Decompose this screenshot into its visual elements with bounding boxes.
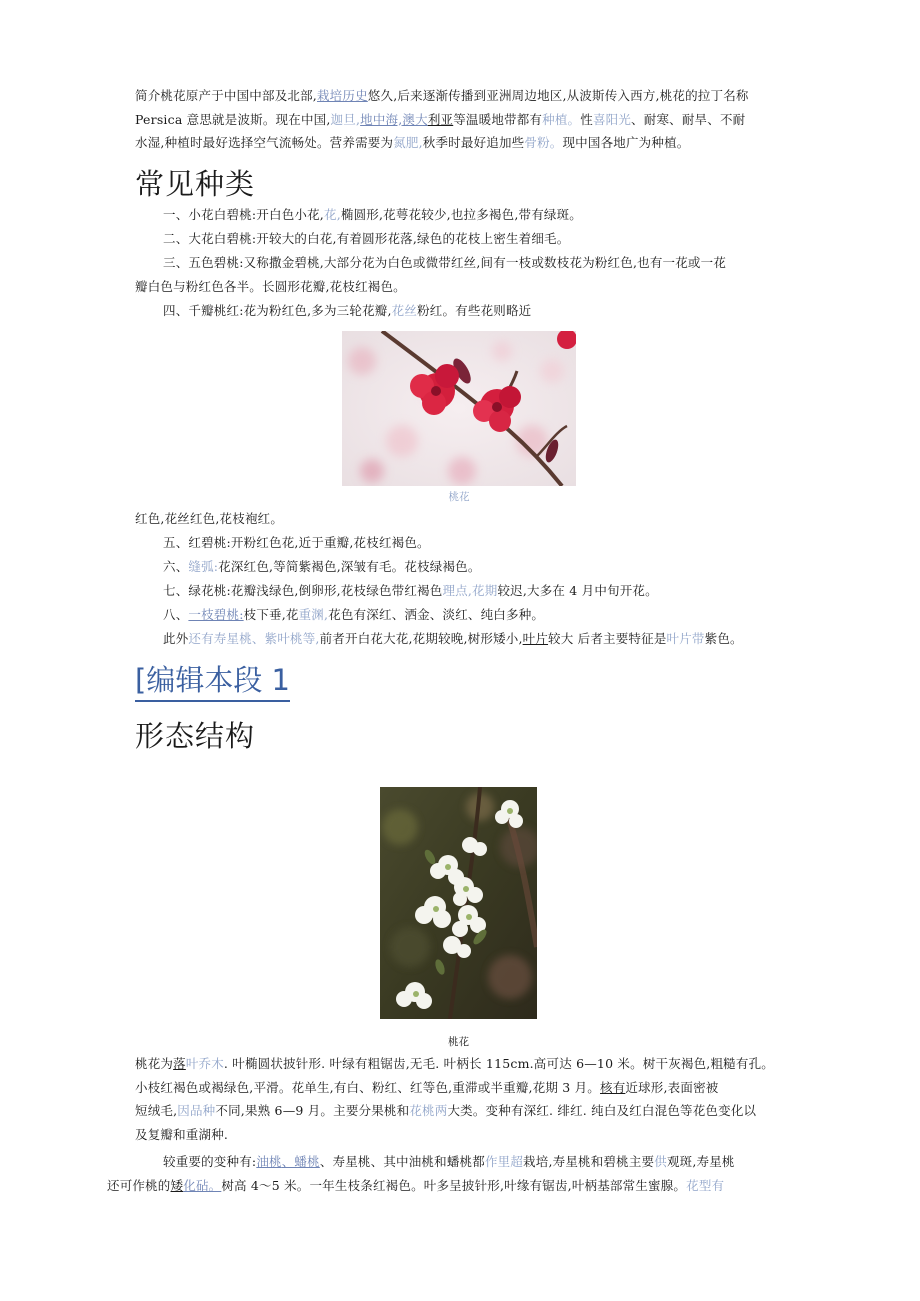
- text: 此外: [163, 631, 189, 646]
- morphology-paragraph-2: [107, 1150, 800, 1197]
- link-fruit-tree[interactable]: 作里超: [484, 1154, 524, 1169]
- text: 瓣白色与粉红色各半。长圆形花瓣,花枝红褐色。: [135, 278, 406, 294]
- text: 现中国各地广为种植。: [562, 135, 690, 150]
- text: 、耐寒、耐旱、不耐: [631, 111, 746, 127]
- text: 大类。变种有深红. 绯红. 纯白及红白混色等花色变化以: [447, 1103, 757, 1118]
- text: 小枝红褐色或褐绿色,平滑。花单生,有白、粉红、红等色,重滞或半重瓣,花期 3 月。: [135, 1079, 600, 1095]
- variety-item-4-continued: 红色,花丝红色,花枝袍红。: [135, 511, 284, 526]
- link-variety[interactable]: 因品种: [177, 1103, 216, 1118]
- variety-item-1: [135, 203, 795, 227]
- text: 较大 后者主要特征是: [548, 631, 667, 646]
- text: 落: [173, 1056, 186, 1071]
- text: 较重要的变种有:: [163, 1154, 257, 1169]
- link-double-petal[interactable]: 重渊,: [298, 607, 329, 622]
- link-australia[interactable]: 澳大: [402, 111, 428, 127]
- text: 观斑,寿星桃: [666, 1154, 735, 1169]
- text: 短绒毛,: [135, 1103, 178, 1118]
- peach-blossom-red-image: [342, 331, 576, 486]
- text: 叶片: [522, 631, 549, 646]
- edit-section-link[interactable]: [编辑本段 1: [135, 658, 290, 702]
- text: 、寿星桃、其中油桃和蟠桃都: [319, 1154, 485, 1169]
- text: 八、: [163, 607, 189, 622]
- morphology-paragraph-1: [135, 1052, 800, 1146]
- link-flower[interactable]: 花,: [324, 207, 341, 222]
- text: 粉红。有些花则略近: [417, 303, 532, 318]
- text: 六、: [163, 559, 189, 574]
- text: 栽培,寿星桃和碧桃主要: [523, 1154, 655, 1169]
- figure-caption: 桃花: [448, 491, 470, 503]
- link-variety-6[interactable]: 缝弧:: [188, 559, 219, 574]
- text: 前者开白花大花,花期较晚,树形矮小,: [319, 631, 523, 646]
- text: 四、千瓣桃红:花为粉红色,多为三轮花瓣,: [163, 303, 392, 318]
- text: 水湿,种植时最好选择空气流畅处。营养需要为: [135, 135, 394, 150]
- link-deciduous-tree[interactable]: 叶乔木: [185, 1056, 224, 1071]
- section-heading-morphology: 形态结构: [135, 719, 256, 753]
- text: 椭圆形,花萼花较少,也拉多褐色,带有绿斑。: [340, 207, 582, 222]
- text: 花深红色,等简紫褐色,深皱有毛。花枝绿褐色。: [218, 559, 481, 574]
- text: 较迟,大多在 4 月中旬开花。: [497, 583, 658, 598]
- text: 花色有深红、洒金、淡红、纯白多种。: [328, 607, 545, 622]
- text: 一、小花白碧桃:开白色小花,: [163, 207, 324, 222]
- link-spots[interactable]: 理点,: [442, 583, 473, 598]
- link-nectarine[interactable]: 油桃: [256, 1154, 282, 1169]
- text: 还可作桃的: [107, 1177, 171, 1193]
- link-flower-peach[interactable]: 花桃两: [409, 1103, 448, 1118]
- link-mediterranean[interactable]: 地中海,: [360, 111, 403, 127]
- text: 简介桃花原产于中国中部及北部,: [135, 88, 317, 103]
- link-filament[interactable]: 花丝: [391, 303, 418, 318]
- text: 核有: [600, 1079, 626, 1095]
- text: . 叶椭圆状披针形. 叶绿有粗锯齿,无毛. 叶柄长 115cm.高可达 6—10 米。树干灰褐色,粗糙有孔。: [223, 1056, 774, 1071]
- variety-item-2: 二、大花白碧桃:开较大的白花,有着圆形花落,绿色的花枝上密生着细毛。: [163, 231, 570, 246]
- text: 等温暖地带都有: [453, 111, 543, 127]
- link-weeping-peach[interactable]: 一枝碧桃:: [188, 607, 244, 622]
- variety-extra: [135, 627, 795, 651]
- link-cultivation-history[interactable]: 栽培历史: [316, 88, 368, 103]
- link-bone-meal[interactable]: 骨粉。: [524, 135, 563, 150]
- text: 性: [580, 111, 593, 127]
- variety-item-6: [135, 555, 795, 579]
- link-nitrogen-fertilizer[interactable]: 氮肥,: [393, 135, 423, 150]
- section-heading-varieties: 常见种类: [135, 167, 256, 201]
- text: 秋季时最好追加些: [422, 135, 525, 150]
- link-leaf-band[interactable]: 叶片带: [666, 631, 705, 646]
- text: 利亚: [427, 111, 454, 127]
- link-flowering-period[interactable]: 花期: [472, 583, 498, 598]
- variety-item-5: 五、红碧桃:开粉红色花,近于重瓣,花枝红褐色。: [163, 535, 430, 550]
- text: 近球形,表面密被: [625, 1079, 719, 1095]
- text: 枝下垂,花: [243, 607, 299, 622]
- link-flower-type[interactable]: 花型有: [686, 1177, 725, 1193]
- link-dwarf-rootstock[interactable]: 化砧。: [183, 1177, 222, 1193]
- text: 不同,果熟 6—9 月。主要分果桃和: [215, 1103, 410, 1118]
- text: 桃花为: [135, 1056, 174, 1071]
- variety-item-3: [135, 251, 795, 298]
- text: 树高 4〜5 米。一年生枝条红褐色。叶多呈披针形,叶缘有锯齿,叶柄基部常生蜜腺。: [221, 1177, 687, 1193]
- variety-item-7: [135, 579, 795, 603]
- figure-caption: 桃花: [448, 1036, 469, 1048]
- link-longevity-peach[interactable]: 还有寿星桃: [188, 631, 252, 646]
- text: 紫色。: [704, 631, 743, 646]
- peach-blossom-white-image: [380, 787, 537, 1019]
- text: 悠久,后来逐渐传播到亚洲周边地区,从波斯传入西方,桃花的拉丁名称: [367, 88, 749, 103]
- link-place[interactable]: 迦旦,: [330, 111, 361, 127]
- link-etc[interactable]: 等,: [302, 631, 320, 646]
- text: Persica 意思就是波斯。现在中国,: [135, 111, 331, 127]
- variety-item-8: [135, 603, 795, 627]
- link-planting[interactable]: 种植。: [542, 111, 581, 127]
- link-flat-peach[interactable]: 、蟠桃: [281, 1154, 320, 1169]
- variety-item-4: [135, 299, 795, 323]
- link-sunlight[interactable]: 喜阳光: [592, 111, 632, 127]
- text: 矮: [170, 1177, 184, 1193]
- text: 及复瓣和重湖种.: [135, 1126, 229, 1142]
- link-for[interactable]: 供: [654, 1154, 667, 1169]
- text: 三、五色碧桃:又称撒金碧桃,大部分花为白色或微带红丝,间有一枝或数枝花为粉红色,也有一花或一花: [163, 255, 727, 270]
- link-purple-leaf-peach[interactable]: 、紫叶桃: [251, 631, 303, 646]
- intro-paragraph: [135, 84, 795, 155]
- text: 七、绿花桃:花瓣浅绿色,倒卵形,花枝绿色带红褐色: [163, 583, 443, 598]
